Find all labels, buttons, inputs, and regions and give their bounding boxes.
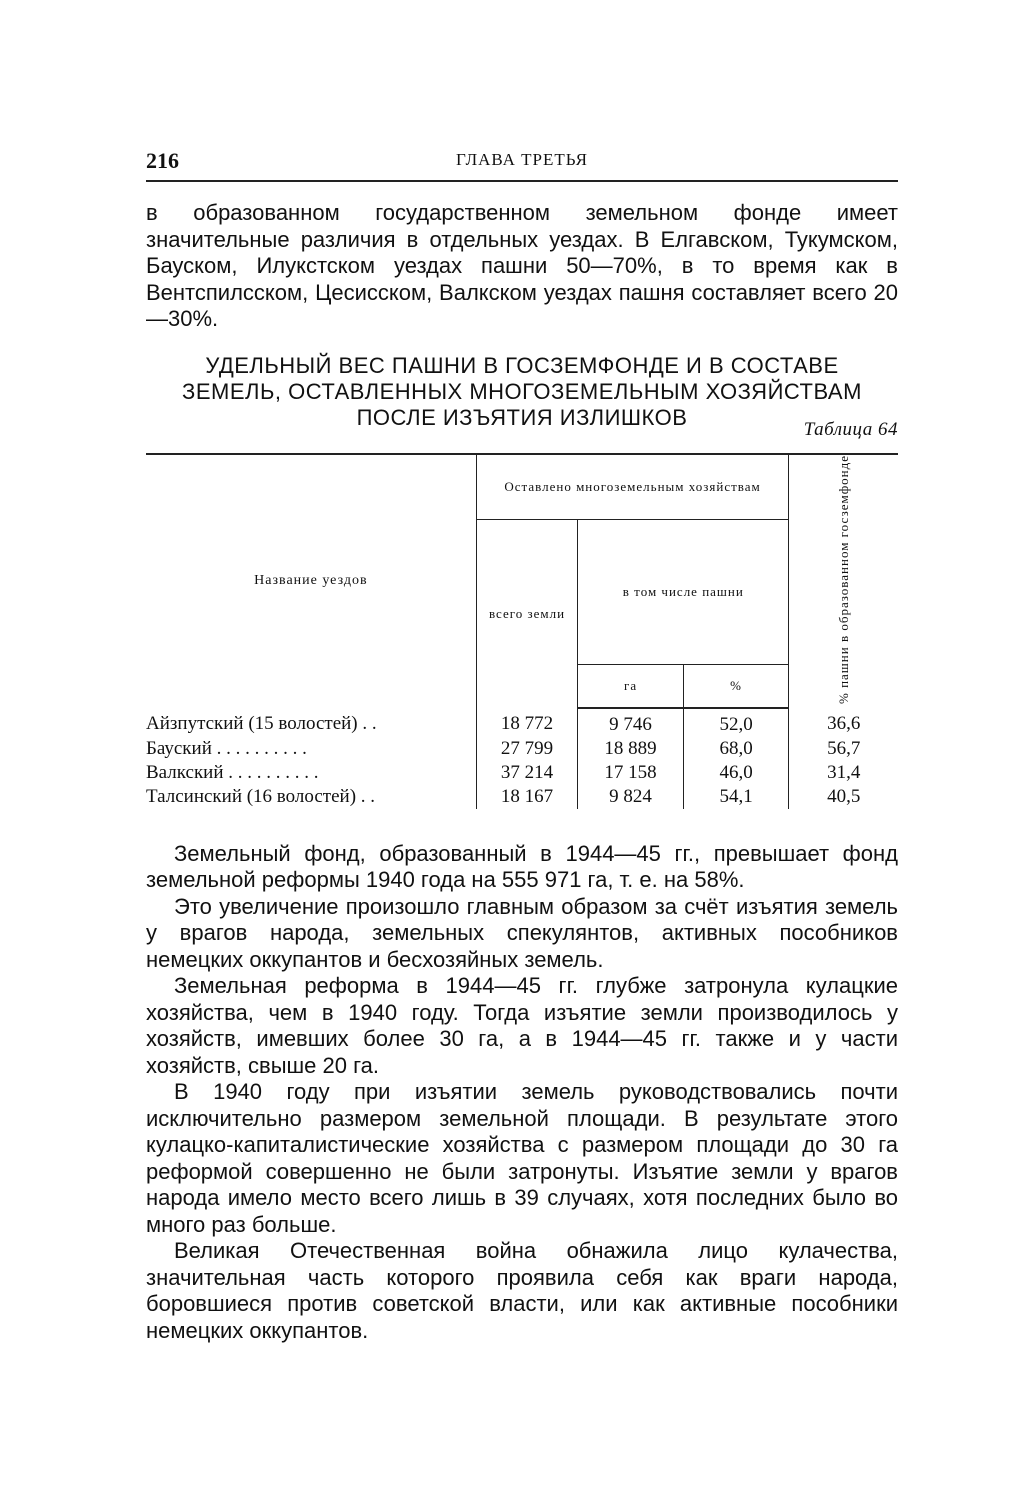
cell-district: Айзпутский (15 волостей) . . xyxy=(146,713,377,735)
cell-pct: 46,0 xyxy=(683,761,789,785)
table-row xyxy=(146,737,898,761)
table-row xyxy=(146,708,898,737)
cell-ha: 17 158 xyxy=(578,761,684,785)
header-share xyxy=(789,454,898,708)
cell-total: 37 214 xyxy=(476,761,578,785)
header-ha: га xyxy=(578,664,684,708)
table-row xyxy=(146,785,898,809)
table-label: Таблица 64 xyxy=(803,418,898,440)
paragraph: Великая Отечественная война обнажила лицо кулачества, значительная часть которого проявила себя как враги народа, боровшиеся против советской власти, или как активные пособники немецких оккупантов. xyxy=(146,1238,898,1343)
cell-total: 27 799 xyxy=(476,737,578,761)
page-number: 216 xyxy=(146,148,179,173)
cell-district: Валкский . . . . . . . . . . xyxy=(146,761,319,783)
cell-district: Бауский . . . . . . . . . . xyxy=(146,737,307,759)
cell-total: 18 167 xyxy=(476,785,578,809)
header-arable-group: в том числе пашни xyxy=(578,519,789,664)
intro-paragraph: в образованном государственном земельном фонде имеет значительные различия в отдельных уездах. В Елгавском, Тукумском, Бауском, Илукстском уездах пашни 50—70%, в то время как в Вентспилсском, Цесисском, Валкском уездах пашня составляет всего 20—30%. xyxy=(146,200,898,331)
paragraph: Земельный фонд, образованный в 1944—45 гг., превышает фонд земельной реформы 1940 года на 555 971 га, т. е. на 58%. xyxy=(146,840,898,893)
body-text xyxy=(146,841,898,1345)
chapter-title: ГЛАВА ТРЕТЬЯ xyxy=(456,150,588,169)
cell-share: 31,4 xyxy=(789,761,898,785)
cell-share: 56,7 xyxy=(789,737,898,761)
cell-district: Талсинский (16 волостей) . . xyxy=(146,785,376,807)
table-title xyxy=(146,352,898,440)
book-page xyxy=(146,140,898,1344)
cell-pct: 54,1 xyxy=(683,785,789,809)
table-title-line: ЗЕМЕЛЬ, ОСТАВЛЕННЫХ МНОГОЗЕМЕЛЬНЫМ ХОЗЯЙСТВАМ xyxy=(182,378,862,404)
header-percent: % xyxy=(683,664,789,708)
cell-ha: 9 824 xyxy=(578,785,684,809)
cell-ha: 18 889 xyxy=(578,737,684,761)
cell-ha: 9 746 xyxy=(578,708,684,737)
cell-total: 18 772 xyxy=(476,708,578,737)
paragraph: Земельная реформа в 1944—45 гг. глубже затронула кулацкие хозяйства, чем в 1940 году. Тогда изъятие земли производилось у хозяйств, имевших более 30 га, а в 1944—45 гг. также и у части хозяйств, свыше 20 га. xyxy=(146,973,898,1078)
running-header xyxy=(146,140,898,182)
paragraph: В 1940 году при изъятии земель руководствовались почти исключительно размером земельной площади. В результате этого кулацко-капиталистические хозяйства с размером площади до 30 га реформой совершенно не были затронуты. Изъятие земли у врагов народа имело место всего лишь в 39 случаях, хотя последних было во много раз больше. xyxy=(146,1079,898,1237)
paragraph: Это увеличение произошло главным образом за счёт изъятия земель у врагов народа, земельных спекулянтов, активных пособников немецких оккупантов и бесхозяйных земель. xyxy=(146,893,898,972)
header-district-name: Название уездов xyxy=(146,454,476,708)
cell-share: 40,5 xyxy=(789,785,898,809)
data-table xyxy=(146,453,898,809)
cell-pct: 52,0 xyxy=(683,708,789,737)
header-total-land: всего земли xyxy=(476,519,578,708)
cell-pct: 68,0 xyxy=(683,737,789,761)
header-left-group: Оставлено многоземельным хозяйствам xyxy=(476,454,789,520)
table-title-line: УДЕЛЬНЫЙ ВЕС ПАШНИ В ГОСЗЕМФОНДЕ И В СОСТАВЕ xyxy=(205,352,839,378)
table-title-line: ПОСЛЕ ИЗЪЯТИЯ ИЗЛИШКОВ xyxy=(356,404,688,430)
cell-share: 36,6 xyxy=(789,708,898,737)
header-share-text: % пашни в образованном госземфонде xyxy=(835,454,851,704)
table-row xyxy=(146,761,898,785)
